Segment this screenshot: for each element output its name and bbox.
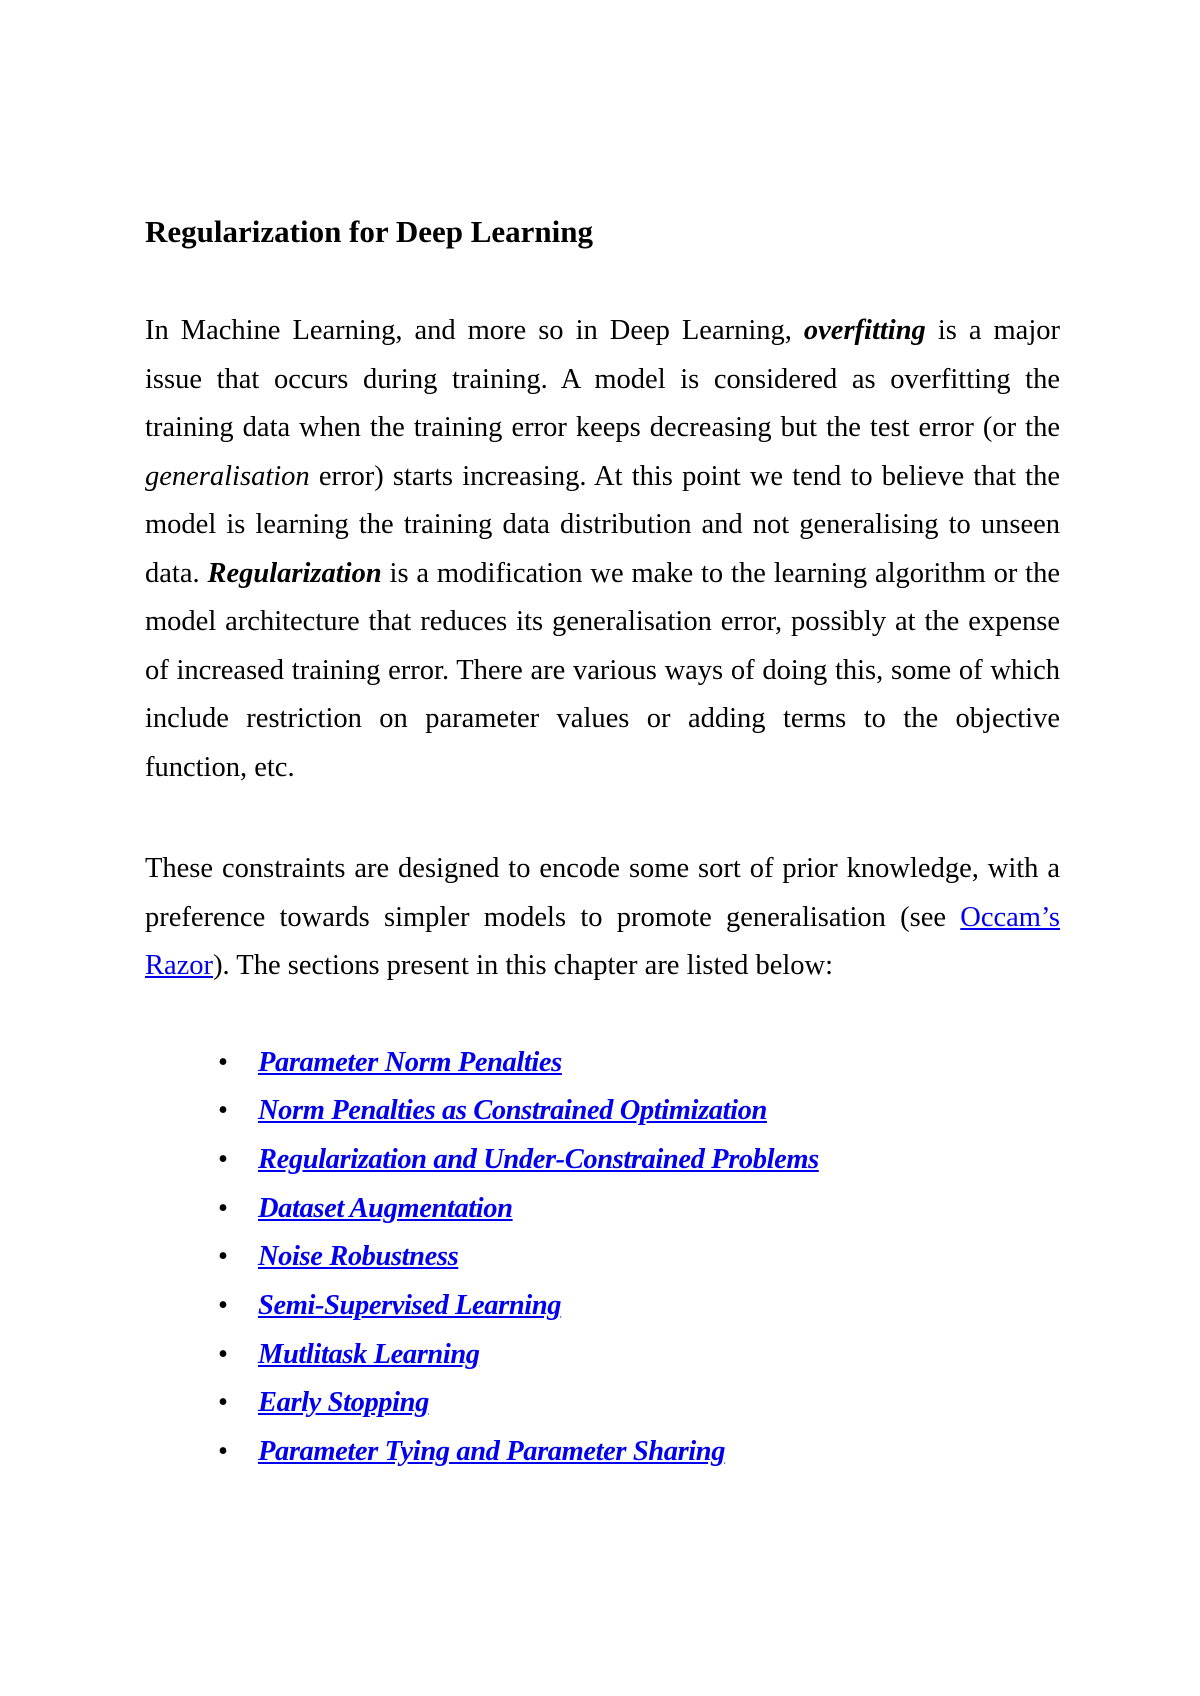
section-link-dataset-augmentation[interactable]: Dataset Augmentation — [258, 1192, 513, 1224]
list-item — [218, 1282, 1060, 1331]
bullet-icon: • — [218, 1241, 228, 1273]
list-item — [218, 1039, 1060, 1088]
bullet-icon: • — [218, 1095, 228, 1127]
intro-text-1: In Machine Learning, and more so in Deep Learning, — [145, 315, 804, 346]
bullet-icon: • — [218, 1290, 228, 1322]
term-regularization: Regularization — [207, 557, 382, 589]
section-link-early-stopping[interactable]: Early Stopping — [258, 1387, 429, 1419]
constraints-text-1: These constraints are designed to encode some sort of prior knowledge, with a preference towards simpler models to promote generalisation (see — [145, 853, 1060, 933]
intro-text-2: is a major issue that occurs during training. A model is considered as overfitting the training data when the training error keeps decreasing but the test error (or the — [145, 315, 1060, 443]
list-item — [218, 1331, 1060, 1380]
section-link-multitask-learning[interactable]: Mutlitask Learning — [258, 1338, 480, 1370]
list-item — [218, 1136, 1060, 1185]
section-link-parameter-tying-sharing[interactable]: Parameter Tying and Parameter Sharing — [258, 1436, 726, 1468]
list-item — [218, 1428, 1060, 1477]
document-content — [145, 200, 1060, 1477]
occams-razor-link[interactable]: Occam’s Razor — [145, 901, 1060, 981]
section-link-semi-supervised-learning[interactable]: Semi-Supervised Learning — [258, 1290, 562, 1322]
bullet-icon: • — [218, 1143, 228, 1175]
constraints-paragraph — [145, 845, 1060, 991]
list-item — [218, 1185, 1060, 1234]
term-generalisation: generalisation — [145, 460, 310, 492]
term-overfitting: overfitting — [803, 315, 926, 346]
bullet-icon: • — [218, 1436, 228, 1468]
section-link-parameter-norm-penalties[interactable]: Parameter Norm Penalties — [258, 1046, 562, 1078]
bullet-icon: • — [218, 1046, 228, 1078]
section-list — [145, 1039, 1060, 1477]
section-link-norm-penalties-constrained-optimization[interactable]: Norm Penalties as Constrained Optimization — [258, 1095, 767, 1127]
intro-text-4: is a modification we make to the learning algorithm or the model architecture that reduces its generalisation error, possibly at the expense of increased training error. There are various ways of doing this, some of which include restriction on parameter values or adding terms to the objective function, etc. — [145, 557, 1060, 783]
list-item — [218, 1379, 1060, 1428]
bullet-icon: • — [218, 1338, 228, 1370]
bullet-icon: • — [218, 1192, 228, 1224]
constraints-text-2: ). The sections present in this chapter are listed below: — [213, 950, 834, 981]
section-link-noise-robustness[interactable]: Noise Robustness — [258, 1241, 459, 1273]
list-item — [218, 1087, 1060, 1136]
list-item — [218, 1233, 1060, 1282]
page-title: Regularization for Deep Learning — [145, 214, 594, 249]
section-link-regularization-under-constrained[interactable]: Regularization and Under-Constrained Problems — [258, 1143, 819, 1175]
intro-text-3: error) starts increasing. At this point we tend to believe that the model is learning the training data distribution and not generalising to unseen data. — [145, 460, 1060, 589]
bullet-icon: • — [218, 1387, 228, 1419]
intro-paragraph — [145, 307, 1060, 792]
